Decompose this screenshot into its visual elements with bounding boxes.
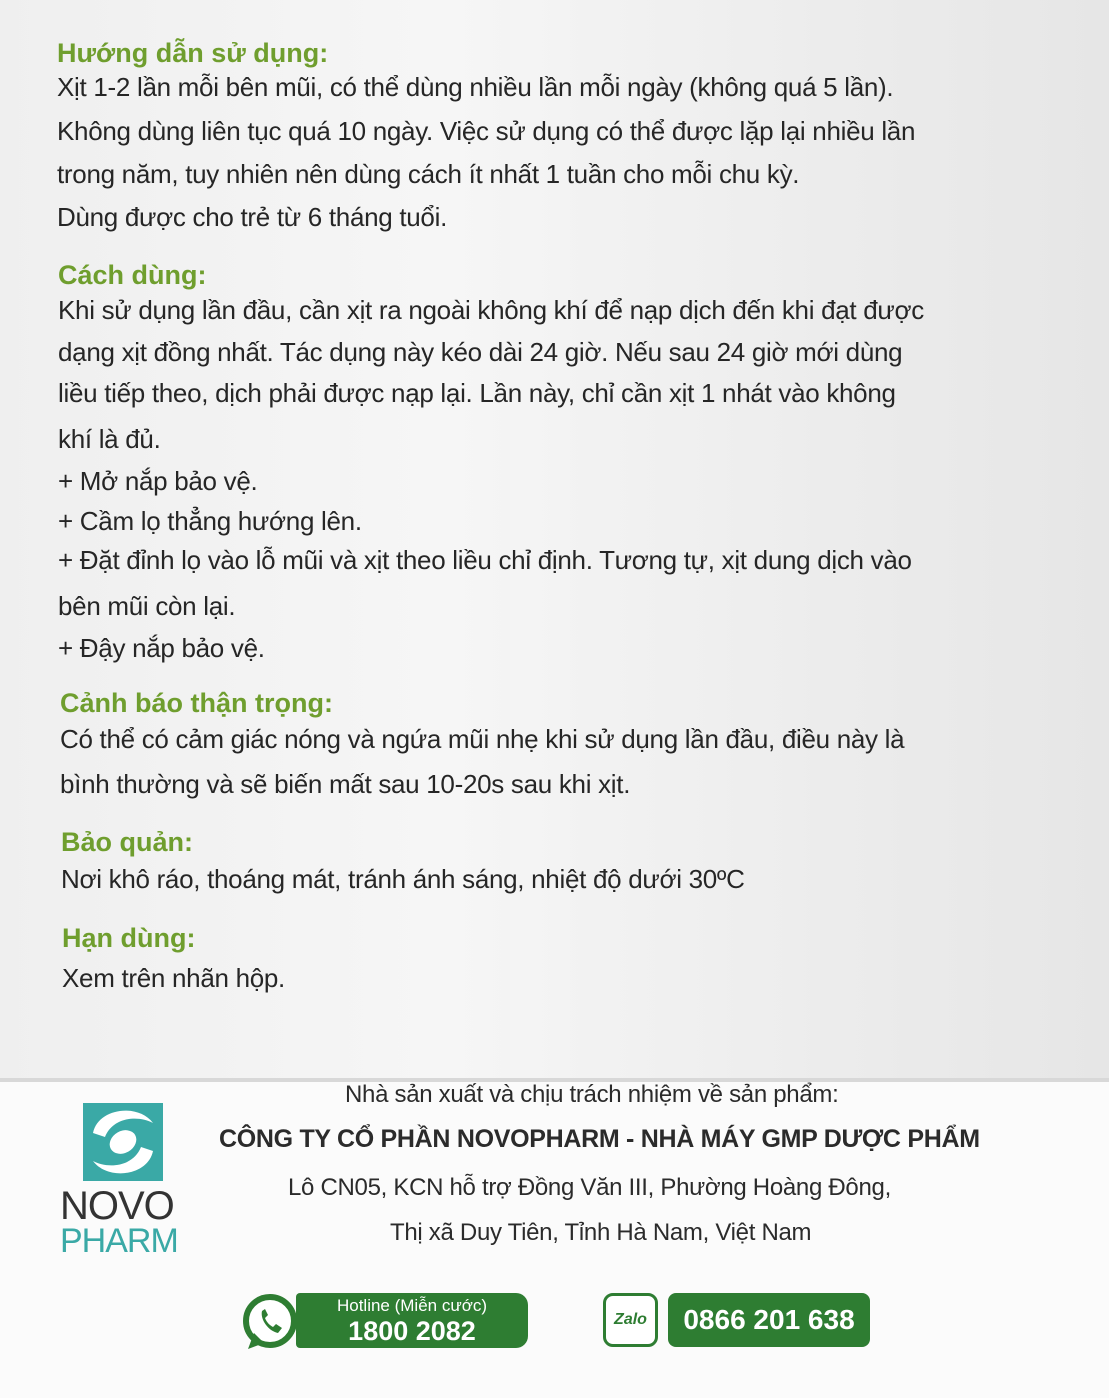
address-line: Lô CN05, KCN hỗ trợ Đồng Văn III, Phường Hoàng Đông, bbox=[288, 1174, 891, 1201]
logo-text-novo: NOVO bbox=[60, 1184, 174, 1228]
directions-step: bên mũi còn lại. bbox=[58, 591, 236, 621]
zalo-label: Zalo bbox=[614, 1311, 647, 1328]
directions-step: + Đặt đỉnh lọ vào lỗ mũi và xịt theo liều chỉ định. Tương tự, xịt dung dịch vào bbox=[58, 545, 912, 575]
directions-line: liều tiếp theo, dịch phải được nạp lại. Lần này, chỉ cần xịt 1 nhát vào không bbox=[58, 378, 896, 408]
zalo-number: 0866 201 638 bbox=[683, 1304, 855, 1335]
directions-line: khí là đủ. bbox=[58, 424, 161, 454]
heading-expiry: Hạn dùng: bbox=[62, 923, 196, 953]
novopharm-logo-mark bbox=[83, 1103, 163, 1181]
usage-line: Không dùng liên tục quá 10 ngày. Việc sử dụng có thể được lặp lại nhiều lần bbox=[57, 116, 916, 146]
heading-storage: Bảo quản: bbox=[61, 827, 193, 857]
expiry-line: Xem trên nhãn hộp. bbox=[62, 963, 285, 993]
logo-text-pharm: PHARM bbox=[60, 1222, 178, 1260]
heading-warning: Cảnh báo thận trọng: bbox=[60, 688, 333, 718]
directions-step: + Đậy nắp bảo vệ. bbox=[58, 633, 265, 663]
usage-line: Dùng được cho trẻ từ 6 tháng tuổi. bbox=[57, 202, 447, 232]
directions-step: + Cầm lọ thẳng hướng lên. bbox=[58, 506, 362, 536]
storage-line: Nơi khô ráo, thoáng mát, tránh ánh sáng, nhiệt độ dưới 30ºC bbox=[61, 864, 745, 894]
usage-line: trong năm, tuy nhiên nên dùng cách ít nhất 1 tuần cho mỗi chu kỳ. bbox=[57, 159, 800, 189]
directions-line: Khi sử dụng lần đầu, cần xịt ra ngoài không khí để nạp dịch đến khi đạt được bbox=[58, 295, 924, 325]
company-name: CÔNG TY CỔ PHẦN NOVOPHARM - NHÀ MÁY GMP DƯỢC PHẨM bbox=[219, 1125, 980, 1153]
warning-line: bình thường và sẽ biến mất sau 10-20s sau khi xịt. bbox=[60, 769, 631, 799]
hotline-number: 1800 2082 bbox=[348, 1316, 476, 1346]
warning-line: Có thể có cảm giác nóng và ngứa mũi nhẹ khi sử dụng lần đầu, điều này là bbox=[60, 724, 905, 754]
zalo-badge[interactable] bbox=[668, 1293, 870, 1347]
hotline-label: Hotline (Miễn cước) bbox=[336, 1296, 488, 1315]
usage-line: Xịt 1-2 lần mỗi bên mũi, có thể dùng nhiều lần mỗi ngày (không quá 5 lần). bbox=[57, 72, 894, 102]
phone-chat-icon bbox=[240, 1293, 302, 1358]
zalo-icon bbox=[603, 1293, 658, 1347]
logo-swirl-icon bbox=[83, 1103, 163, 1181]
heading-directions: Cách dùng: bbox=[58, 260, 207, 290]
heading-usage: Hướng dẫn sử dụng: bbox=[57, 38, 329, 68]
manufacturer-label: Nhà sản xuất và chịu trách nhiệm về sản phẩm: bbox=[345, 1081, 839, 1108]
address-line: Thị xã Duy Tiên, Tỉnh Hà Nam, Việt Nam bbox=[390, 1219, 812, 1246]
directions-step: + Mở nắp bảo vệ. bbox=[58, 466, 258, 496]
hotline-badge[interactable] bbox=[296, 1293, 528, 1348]
directions-line: dạng xịt đồng nhất. Tác dụng này kéo dài 24 giờ. Nếu sau 24 giờ mới dùng bbox=[58, 337, 903, 367]
